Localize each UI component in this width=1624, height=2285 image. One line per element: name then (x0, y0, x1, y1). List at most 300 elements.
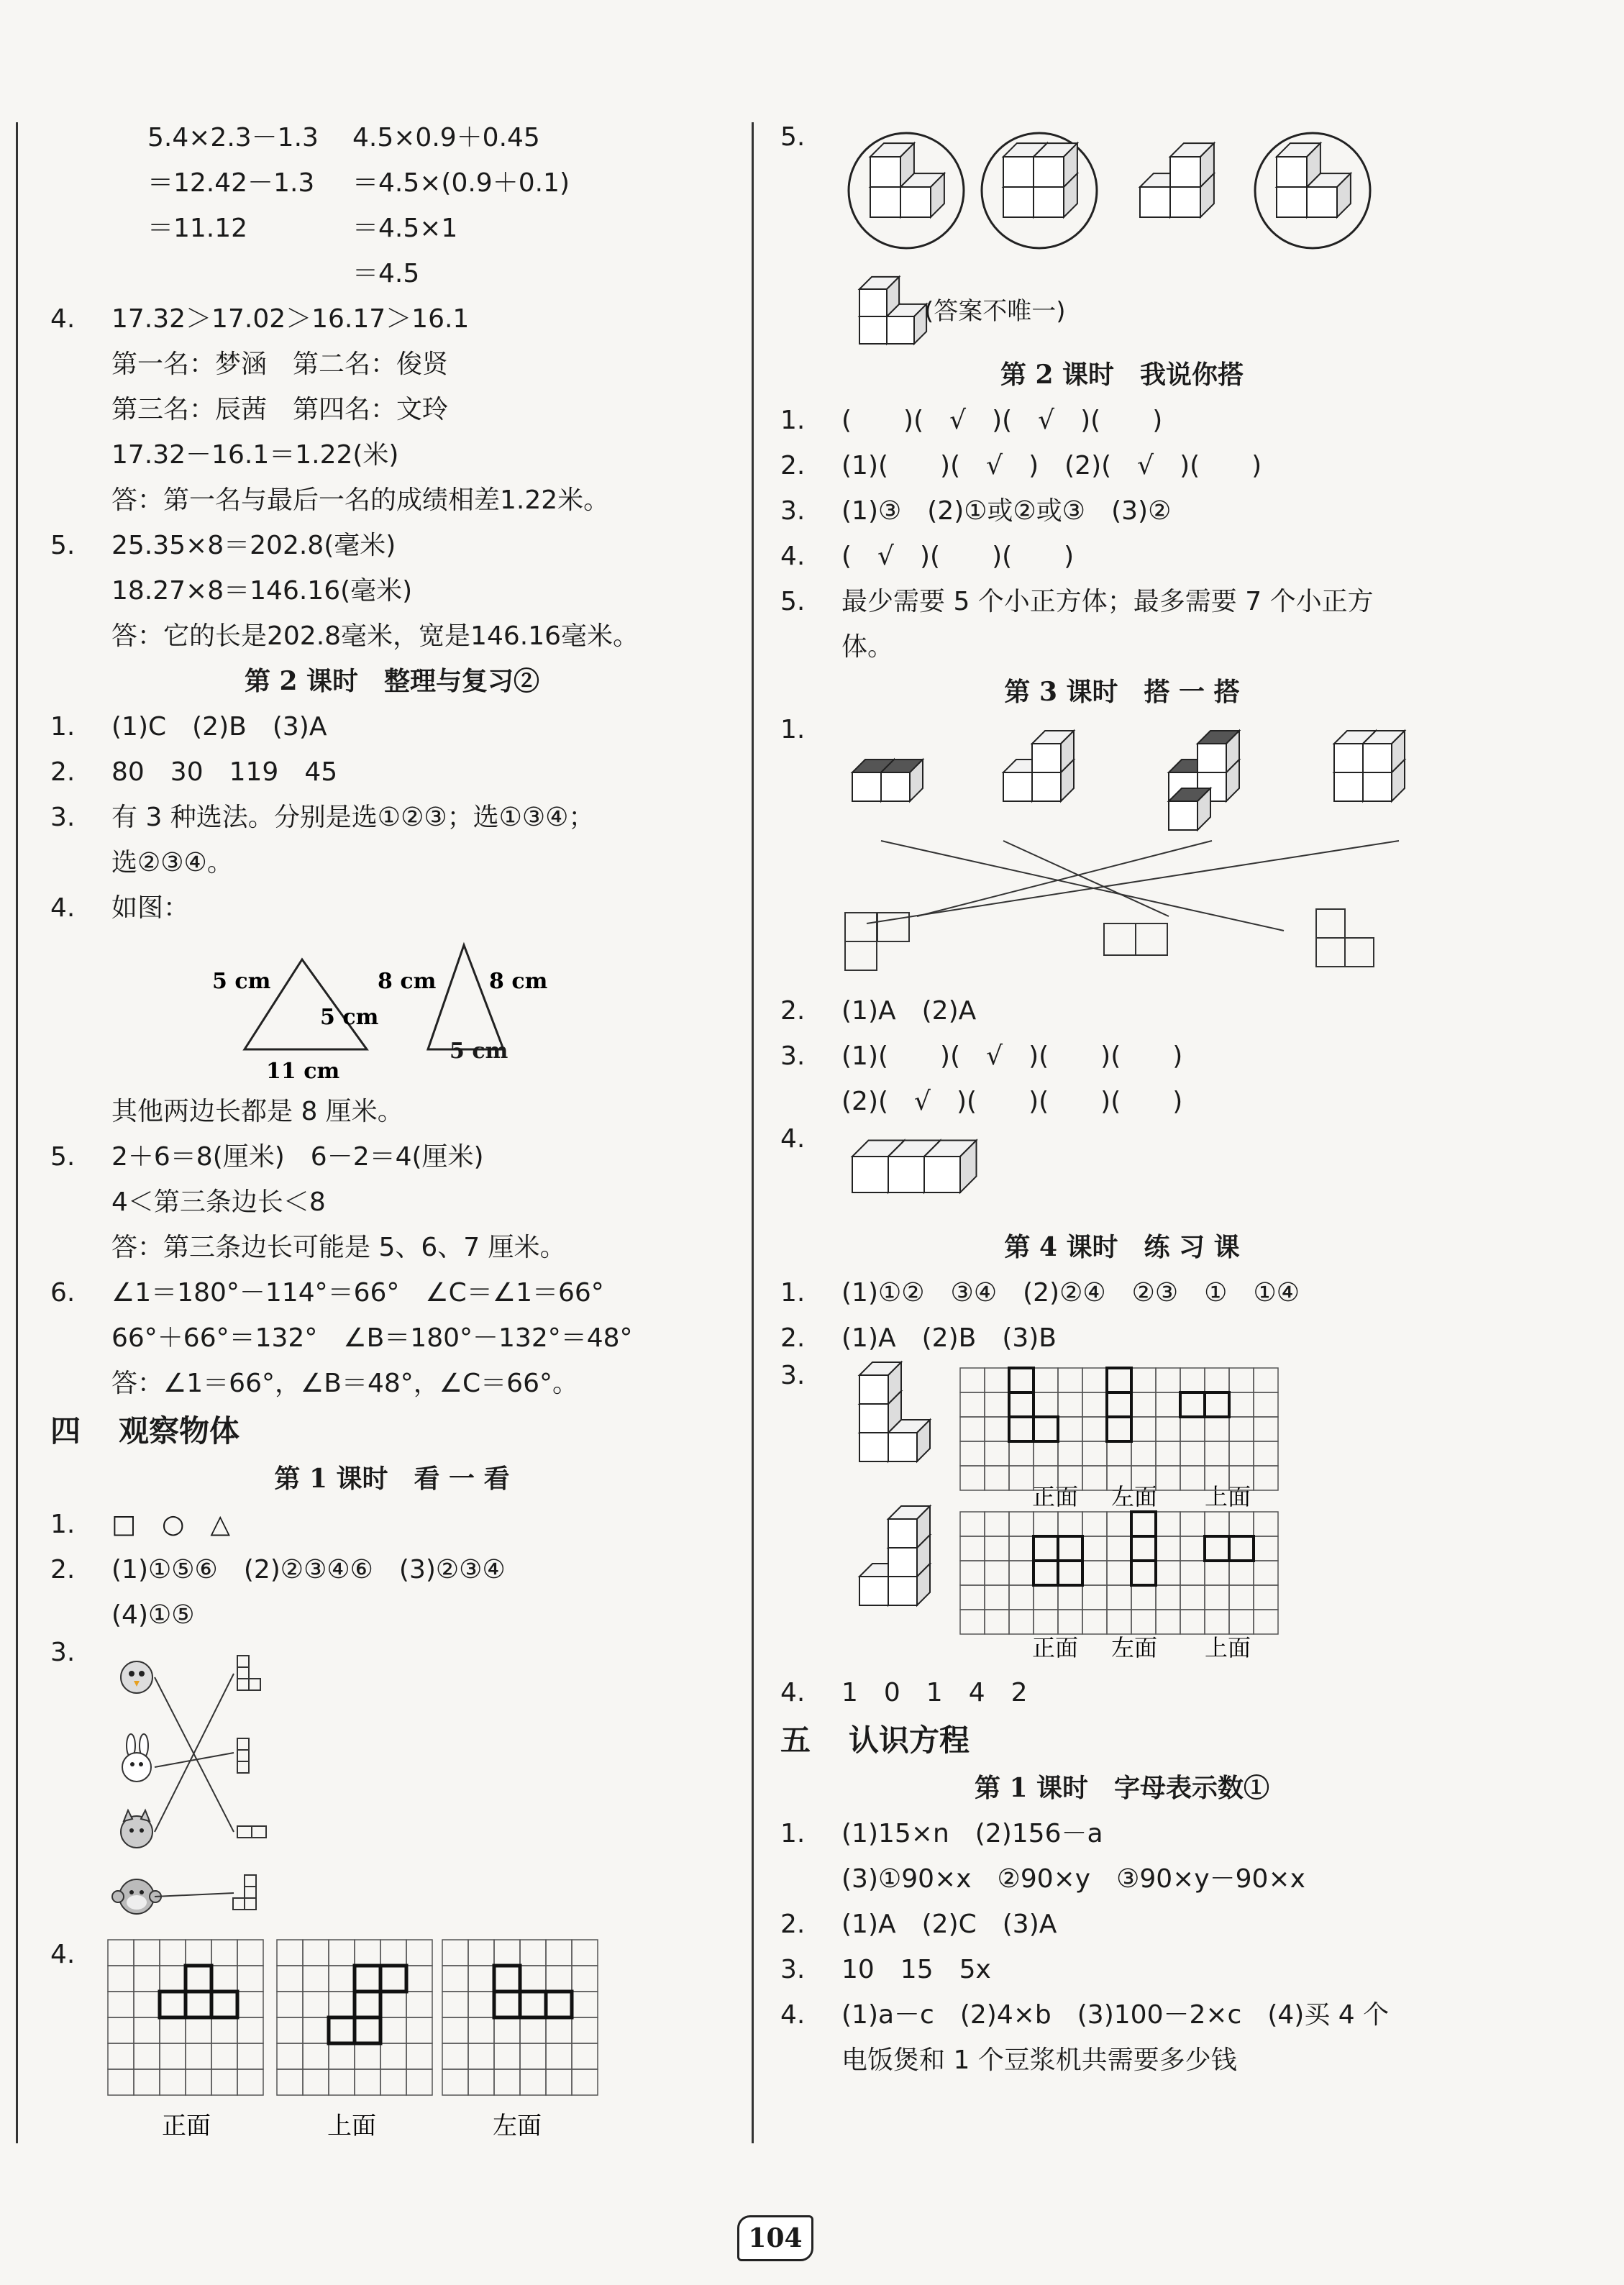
grid-cell (1009, 1417, 1034, 1441)
cube-face (1032, 744, 1061, 772)
match-blocks-svg (838, 715, 1485, 974)
triangle-2 (428, 945, 503, 1049)
cube-face (859, 1577, 888, 1605)
view-label-left: 左面 (1111, 1483, 1158, 1510)
grid-cell (985, 1466, 1009, 1490)
answer-line: 答：第一名与最后一名的成绩相差1.22米。 (111, 485, 610, 515)
question-1: 1. (1)15×n (2)156－a (780, 1819, 1103, 1848)
view-square (1316, 938, 1345, 967)
grid-cell (1156, 1512, 1180, 1536)
answer-line: (2)( √ )( )( )( ) (841, 1087, 1183, 1116)
grid-cell (1058, 1392, 1082, 1417)
cat-icon (121, 1810, 152, 1848)
views-svg (838, 1361, 1485, 1670)
view-square (1136, 923, 1167, 955)
grid-answer-cell (1058, 1536, 1082, 1561)
cube-face (852, 1157, 888, 1192)
grid-cell (1107, 1610, 1131, 1634)
view-square (1104, 923, 1136, 955)
grid-cell (108, 2043, 134, 2069)
grid-cell (572, 1966, 598, 1992)
grid-cell (1034, 1536, 1058, 1561)
grid-cell (237, 2043, 263, 2069)
answer-line: 答：它的长是202.8毫米，宽是146.16毫米。 (111, 621, 639, 651)
grid-answer-cell (211, 1992, 237, 2017)
question-number: 5. (780, 122, 806, 152)
l4-q3-figure (780, 1361, 1464, 1670)
grid-cell (1205, 1368, 1229, 1392)
grid-cell (546, 1940, 572, 1966)
grid-cell (1131, 1585, 1156, 1610)
grid-cell (1229, 1610, 1254, 1634)
grid-cell (355, 2043, 380, 2069)
grid-cell (1082, 1585, 1107, 1610)
grid-answer-cell (1034, 1536, 1058, 1561)
cube-face (870, 157, 900, 187)
grid-cell (1131, 1417, 1156, 1441)
tri2-left-label: 8 cm (378, 969, 437, 994)
grid-cell (1107, 1392, 1131, 1417)
grid-cell (1034, 1368, 1058, 1392)
grid-cell (985, 1536, 1009, 1561)
question-number: 3. (780, 1361, 806, 1390)
question-1: 1. (1)①② ③④ (2)②④ ②③ ① ①④ (780, 1278, 1300, 1308)
grid-label-top: 上面 (327, 2112, 376, 2140)
grid-cell (985, 1441, 1009, 1466)
grid-cell (160, 2043, 186, 2069)
grid-cell (1156, 1466, 1180, 1490)
grid-cell (211, 2017, 237, 2043)
grid-cell (186, 1966, 211, 1992)
grid-cell (572, 2069, 598, 2095)
grid-cell (1034, 1392, 1058, 1417)
cube-face (888, 1519, 917, 1548)
grid-cell (1082, 1561, 1107, 1585)
question-2: 2. 80 30 119 45 (50, 757, 338, 787)
grid-cell (406, 2017, 432, 2043)
grid-cell (442, 1966, 468, 1992)
cube-face (1034, 187, 1064, 217)
cube-face (859, 316, 887, 344)
unit-heading: 五 认识方程 (780, 1723, 970, 1758)
calc-line: ＝11.12 ＝4.5×1 (147, 214, 458, 243)
grid-cell (1156, 1368, 1180, 1392)
tri2-base-label: 5 cm (450, 1039, 508, 1064)
grid-cell (960, 1441, 985, 1466)
grid-cell (1058, 1441, 1082, 1466)
grid-cell (1082, 1417, 1107, 1441)
grid-cell (1254, 1368, 1278, 1392)
column-divider (752, 122, 754, 2143)
grid-cell (1107, 1536, 1131, 1561)
grid-cell (134, 2043, 160, 2069)
cube-face (1169, 801, 1198, 830)
grids-svg (108, 1940, 726, 2141)
grid-cell (1180, 1417, 1205, 1441)
question-3: 3. (1)( )( √ )( )( ) (780, 1041, 1183, 1071)
left-column (50, 115, 734, 2141)
question-4: 4. 17.32＞17.02＞16.17＞16.1 (50, 304, 470, 334)
grid-cell (1131, 1368, 1156, 1392)
grid-cell (1180, 1368, 1205, 1392)
grid-cell (1229, 1512, 1254, 1536)
grid-cell (1180, 1466, 1205, 1490)
cube-face (888, 1433, 917, 1461)
grid-cell (1156, 1610, 1180, 1634)
grid-cell (1205, 1610, 1229, 1634)
question-number: 4. (780, 1124, 806, 1154)
question-3: 3. 10 15 5x (780, 1955, 991, 1984)
grid-cell (1156, 1536, 1180, 1561)
grid-cell (211, 2069, 237, 2095)
grid-answer-cell (1009, 1368, 1034, 1392)
question-2: 2. (1)A (2)C (3)A (780, 1910, 1057, 1939)
grid-cell (1131, 1561, 1156, 1585)
cube-face (870, 187, 900, 217)
answer-line: 17.32－16.1＝1.22(米) (111, 440, 399, 470)
question-1: 1. (1)C (2)B (3)A (50, 712, 327, 742)
grid-cell (237, 1940, 263, 1966)
cube-face (888, 1157, 924, 1192)
question-1: 1. ( )( √ )( √ )( ) (780, 406, 1163, 435)
grid-cell (303, 1966, 329, 1992)
grid-cell (277, 2043, 303, 2069)
grid-cell (1058, 1368, 1082, 1392)
cube-face (1003, 772, 1032, 801)
grid-cell (1107, 1512, 1131, 1536)
grid-cell (380, 1940, 406, 1966)
grid-cell (1156, 1417, 1180, 1441)
grid-cell (1205, 1417, 1229, 1441)
grid-cell (985, 1368, 1009, 1392)
grid-cell (303, 2043, 329, 2069)
view-label-top: 上面 (1205, 1634, 1251, 1661)
grid-cell (1205, 1585, 1229, 1610)
grid-answer-cell (160, 1992, 186, 2017)
grid-answer-cell (1131, 1561, 1156, 1585)
grid-cell (494, 2017, 520, 2043)
grid-cell (468, 1992, 494, 2017)
grid-cell (303, 1992, 329, 2017)
grid-cell (160, 1966, 186, 1992)
view-square (845, 913, 877, 941)
q5-answer-figure (780, 266, 1464, 352)
grid-cell (1205, 1392, 1229, 1417)
grid-cell (572, 1992, 598, 2017)
grid-cell (960, 1561, 985, 1585)
question-number: 1. (780, 715, 806, 744)
grid-cell (1107, 1441, 1131, 1466)
grid-cell (546, 2017, 572, 2043)
grid-cell (546, 1992, 572, 2017)
grid-answer-cell (494, 1966, 520, 1992)
grid-answer-cell (1205, 1536, 1229, 1561)
answer-line: 体。 (841, 632, 894, 662)
page-number: 104 (737, 2215, 813, 2261)
grid-cell (380, 2069, 406, 2095)
grid-cell (303, 2017, 329, 2043)
grid-cell (1082, 1441, 1107, 1466)
grid-cell (442, 2017, 468, 2043)
view-square (1345, 938, 1374, 967)
grid-answer-cell (546, 1992, 572, 2017)
grid-answer-cell (1009, 1392, 1034, 1417)
grid-cell (1254, 1610, 1278, 1634)
grid-cell (160, 1940, 186, 1966)
match-line (881, 841, 1284, 931)
grid-cell (1254, 1466, 1278, 1490)
grid-answer-cell (186, 1966, 211, 1992)
rabbit-icon (122, 1734, 151, 1782)
grid-cell (1107, 1368, 1131, 1392)
grid-cell (380, 1992, 406, 2017)
calc-line: 5.4×2.3－1.3 4.5×0.9＋0.45 (147, 123, 540, 152)
grid-cell (1009, 1585, 1034, 1610)
question-6: 6. ∠1＝180°－114°＝66° ∠C＝∠1＝66° (50, 1278, 604, 1308)
grid-answer-cell (1180, 1392, 1205, 1417)
grid-cell (960, 1392, 985, 1417)
grid-cell (1082, 1466, 1107, 1490)
grid-cell (277, 1966, 303, 1992)
grid-cell (1254, 1417, 1278, 1441)
l3-q4-figure (780, 1124, 1464, 1203)
tri1-base-label: 11 cm (266, 1059, 340, 1084)
block-shape (233, 1875, 256, 1910)
block-shape (237, 1738, 249, 1773)
cube-face (859, 1404, 888, 1433)
grid-cell (277, 2017, 303, 2043)
grid-cell (1034, 1585, 1058, 1610)
grid-cell (134, 1992, 160, 2017)
grid-cell (355, 1966, 380, 1992)
grid-answer-cell (1229, 1536, 1254, 1561)
grid-cell (1229, 1368, 1254, 1392)
grid-cell (303, 1940, 329, 1966)
grid-cell (985, 1512, 1009, 1536)
cube-face (888, 1548, 917, 1577)
view-label-left: 左面 (1111, 1634, 1158, 1661)
grid-cell (329, 2017, 355, 2043)
question-3: 3. (1)③ (2)①或②或③ (3)② (780, 496, 1172, 526)
cube-face (1198, 744, 1226, 772)
lesson-title: 第 1 课时 看 一 看 (274, 1464, 510, 1494)
grid-cell (572, 2043, 598, 2069)
grid-cell (380, 1966, 406, 1992)
grid-label-left: 左面 (493, 2112, 542, 2140)
grid-cell (237, 2069, 263, 2095)
cube-face (859, 1433, 888, 1461)
cube-face (1277, 187, 1307, 217)
cube-face (1363, 744, 1392, 772)
left-margin-line (16, 122, 18, 2143)
cube-face (1334, 772, 1363, 801)
grid-cell (1180, 1561, 1205, 1585)
cube-face (1363, 772, 1392, 801)
grid-cell (355, 1940, 380, 1966)
grid-cell (406, 1966, 432, 1992)
grid-cell (520, 1992, 546, 2017)
question-2: 2. (1)①⑤⑥ (2)②③④⑥ (3)②③④ (50, 1555, 506, 1584)
grid-cell (134, 2017, 160, 2043)
question-4: 4. 1 0 1 4 2 (780, 1678, 1028, 1707)
grid-cell (108, 2069, 134, 2095)
blocks-answer-svg (845, 1124, 1061, 1203)
grid-cell (1009, 1536, 1034, 1561)
question-number: 3. (50, 1638, 76, 1667)
grid-cell (1254, 1536, 1278, 1561)
lesson-title: 第 2 课时 整理与复习② (244, 666, 540, 696)
grid-cell (520, 2017, 546, 2043)
view-label-front: 正面 (1032, 1634, 1079, 1661)
answer-line: 66°＋66°＝132° ∠B＝180°－132°＝48° (111, 1323, 633, 1353)
grid-cell (1205, 1512, 1229, 1536)
calc-line: ＝4.5 (352, 259, 420, 288)
grid-figure (50, 1940, 734, 2141)
grid-answer-cell (1107, 1392, 1131, 1417)
grid-cell (1131, 1610, 1156, 1634)
grid-cell (1205, 1441, 1229, 1466)
grid-cell (329, 2069, 355, 2095)
grid-answer-cell (494, 1992, 520, 2017)
grid-cell (520, 2043, 546, 2069)
grid-cell (1082, 1392, 1107, 1417)
grid-cell (329, 1966, 355, 1992)
grid-cell (442, 1992, 468, 2017)
match-line (1003, 841, 1169, 916)
answer-line: 第三名：辰茜 第四名：文玲 (111, 395, 449, 424)
grid-cell (237, 1992, 263, 2017)
grid-answer-cell (1107, 1417, 1131, 1441)
grid-cell (1205, 1536, 1229, 1561)
grid-cell (520, 1966, 546, 1992)
grid-cell (134, 1940, 160, 1966)
grid-cell (237, 1966, 263, 1992)
grid-cell (520, 1940, 546, 1966)
grid-cell (1107, 1585, 1131, 1610)
grid-cell (1034, 1441, 1058, 1466)
l3-q1-figure (780, 715, 1464, 974)
grid-cell (494, 1992, 520, 2017)
question-2: 2. (1)A (2)B (3)B (780, 1323, 1057, 1353)
cube-face (888, 1577, 917, 1605)
grid-answer-cell (1131, 1512, 1156, 1536)
grid-answer-cell (1009, 1417, 1034, 1441)
match-line (867, 841, 1399, 923)
grid-cell (160, 2017, 186, 2043)
grid-answer-cell (355, 1992, 380, 2017)
answer-line: 答：第三条边长可能是 5、6、7 厘米。 (111, 1233, 566, 1262)
grid-answer-cell (380, 1966, 406, 1992)
grid-cell (1180, 1585, 1205, 1610)
grid-cell (1058, 1536, 1082, 1561)
cube-face (1307, 187, 1337, 217)
answer-line: 4＜第三条边长＜8 (111, 1187, 326, 1217)
grid-answer-cell (1034, 1561, 1058, 1585)
grid-cell (1131, 1536, 1156, 1561)
grid-cell (406, 1940, 432, 1966)
grid-cell (1058, 1417, 1082, 1441)
question-number: 4. (50, 1940, 76, 1969)
cube-face (881, 772, 910, 801)
grid-cell (1254, 1441, 1278, 1466)
grid-cell (134, 2069, 160, 2095)
grid-cell (186, 2043, 211, 2069)
grid-cell (1229, 1392, 1254, 1417)
grid-cell (1082, 1512, 1107, 1536)
cube-face (1003, 187, 1034, 217)
grid-cell (211, 1992, 237, 2017)
grid-cell (1034, 1610, 1058, 1634)
grid-cell (329, 1940, 355, 1966)
answer-line: 18.27×8＝146.16(毫米) (111, 576, 413, 606)
grid-cell (1205, 1561, 1229, 1585)
grid-cell (186, 2017, 211, 2043)
grid-cell (1254, 1392, 1278, 1417)
grid-cell (1058, 1512, 1082, 1536)
grid-cell (160, 2069, 186, 2095)
grid-cell (1058, 1561, 1082, 1585)
cube-face (1170, 157, 1200, 187)
grid-answer-cell (186, 1992, 211, 2017)
grid-cell (1131, 1441, 1156, 1466)
grid-cell (546, 2043, 572, 2069)
grid-cell (160, 1992, 186, 2017)
unit-heading: 四 观察物体 (50, 1413, 240, 1449)
grid-cell (277, 2069, 303, 2095)
grid-cell (406, 1992, 432, 2017)
grid-answer-cell (1107, 1368, 1131, 1392)
match-line (155, 1893, 234, 1897)
grid-cell (1229, 1441, 1254, 1466)
grid-cell (1180, 1512, 1205, 1536)
view-square (1316, 909, 1345, 938)
grid-cell (494, 2069, 520, 2095)
tri1-right-label: 5 cm (320, 1005, 379, 1030)
grid-answer-cell (1034, 1417, 1058, 1441)
grid-cell (1254, 1585, 1278, 1610)
grid-cell (572, 2017, 598, 2043)
grid-cell (186, 1940, 211, 1966)
right-column (780, 115, 1464, 2083)
grid-cell (355, 1992, 380, 2017)
grid-cell (329, 1992, 355, 2017)
cube-face (859, 1375, 888, 1404)
grid-cell (1034, 1417, 1058, 1441)
grid-cell (1082, 1610, 1107, 1634)
q5-cube-figure (780, 115, 1464, 266)
question-4: 4. (1)a－c (2)4×b (3)100－2×c (4)买 4 个 (780, 2000, 1390, 2030)
grid-cell (1131, 1512, 1156, 1536)
grid-cell (108, 1966, 134, 1992)
grid-cell (380, 2017, 406, 2043)
view-square (845, 941, 877, 970)
question-4: 4. ( √ )( )( ) (780, 542, 1075, 571)
cube-face (852, 772, 881, 801)
grid-cell (520, 2069, 546, 2095)
grid-cell (1180, 1441, 1205, 1466)
grid-cell (1009, 1561, 1034, 1585)
cube-face (887, 316, 914, 344)
answer-line: 选②③④。 (111, 848, 233, 877)
grid-cell (277, 1940, 303, 1966)
grid-cell (1009, 1466, 1034, 1490)
grid-cell (960, 1368, 985, 1392)
grid-cell (468, 2043, 494, 2069)
grid-cell (494, 1966, 520, 1992)
grid-cell (1034, 1561, 1058, 1585)
grid-cell (494, 1940, 520, 1966)
grid-cell (1009, 1392, 1034, 1417)
